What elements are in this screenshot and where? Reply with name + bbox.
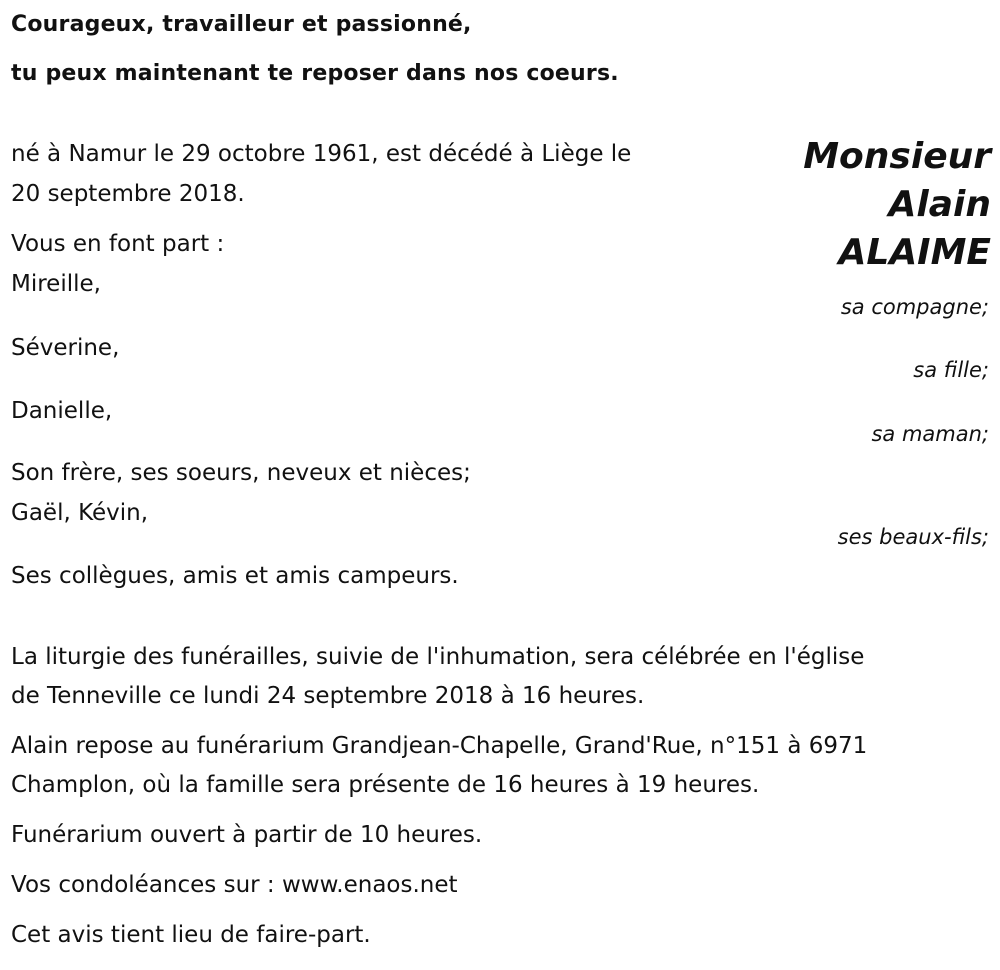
liturgy-line-2: de Tenneville ce lundi 24 septembre 2018 à 16 heures. [11, 683, 645, 709]
family-member-name: Mireille, [11, 271, 101, 297]
funerarium-opening: Funérarium ouvert à partir de 10 heures. [11, 822, 483, 848]
headline-line-2: tu peux maintenant te reposer dans nos coeurs. [11, 61, 619, 86]
family-member-relation: ses beaux-fils; [837, 525, 989, 549]
deceased-last-name: ALAIME [838, 232, 991, 273]
liturgy-line-1: La liturgie des funérailles, suivie de l'inhumation, sera célébrée en l'église [11, 644, 865, 670]
repose-line-2: Champlon, où la famille sera présente de 16 heures à 19 heures. [11, 772, 760, 798]
headline-line-1: Courageux, travailleur et passionné, [11, 12, 472, 37]
deceased-title: Monsieur [803, 136, 991, 177]
birth-death-line-1: né à Namur le 29 octobre 1961, est décédé à Liège le [11, 141, 632, 167]
family-member-relation: sa fille; [913, 358, 989, 382]
family-member-name: Séverine, [11, 335, 120, 361]
condolences-line: Vos condoléances sur : www.enaos.net [11, 872, 458, 898]
birth-death-line-2: 20 septembre 2018. [11, 181, 245, 207]
family-member-relation: sa maman; [871, 422, 989, 446]
family-member-name: Ses collègues, amis et amis campeurs. [11, 563, 459, 589]
family-member-name: Gaël, Kévin, [11, 500, 149, 526]
notice-line: Cet avis tient lieu de faire-part. [11, 922, 371, 948]
deceased-first-name: Alain [888, 184, 991, 225]
family-member-name: Son frère, ses soeurs, neveux et nièces; [11, 460, 471, 486]
announcers-intro: Vous en font part : [11, 231, 225, 257]
family-member-relation: sa compagne; [840, 295, 989, 319]
repose-line-1: Alain repose au funérarium Grandjean-Chapelle, Grand'Rue, n°151 à 6971 [11, 733, 868, 759]
family-member-name: Danielle, [11, 398, 113, 424]
